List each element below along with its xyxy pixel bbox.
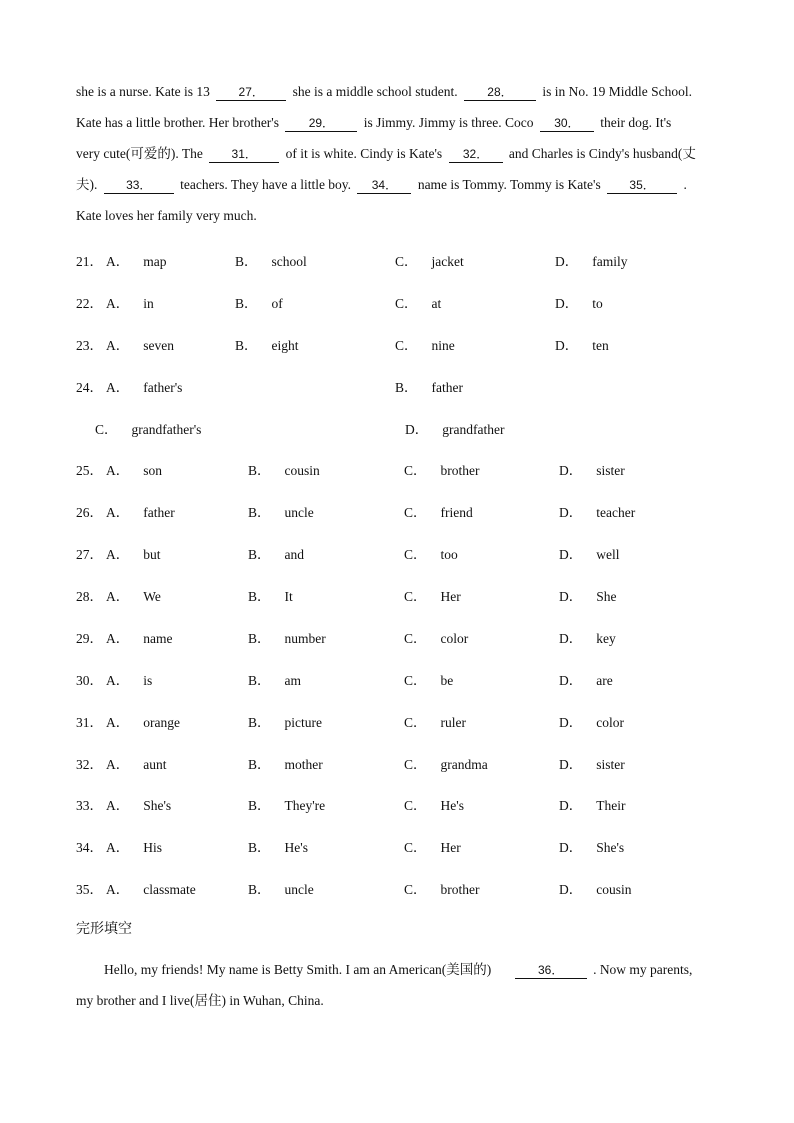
option-b[interactable]: B． father xyxy=(395,380,463,395)
option-b[interactable]: B． number xyxy=(248,631,326,646)
question-number: 30． xyxy=(76,673,103,688)
question-31 xyxy=(0,711,794,731)
question-35 xyxy=(0,878,794,898)
option-d[interactable]: D． key xyxy=(559,631,616,646)
section-heading: 完形填空 xyxy=(76,921,132,937)
option-d[interactable]: D． grandfather xyxy=(405,422,505,437)
option-d[interactable]: D． She xyxy=(559,589,617,604)
question-number: 25． xyxy=(76,463,103,478)
option-b[interactable]: B． uncle xyxy=(248,882,314,897)
question-number: 22． xyxy=(76,296,103,311)
question-23 xyxy=(0,334,794,354)
question-21 xyxy=(0,250,794,270)
option-c[interactable]: C． brother xyxy=(404,463,480,478)
option-c[interactable]: C． ruler xyxy=(404,715,466,730)
option-a[interactable]: A． name xyxy=(106,631,173,646)
question-number: 28． xyxy=(76,589,103,604)
option-c[interactable]: C． grandma xyxy=(404,757,488,772)
option-d[interactable]: D． color xyxy=(559,715,624,730)
blank-36[interactable]: 36． xyxy=(515,963,587,979)
option-a[interactable]: A． map xyxy=(106,254,167,269)
option-a[interactable]: A． son xyxy=(106,463,163,478)
question-number: 23． xyxy=(76,338,103,353)
question-32 xyxy=(0,753,794,773)
option-d[interactable]: D． ten xyxy=(555,338,609,353)
option-c[interactable]: C． Her xyxy=(404,589,461,604)
question-number: 24． xyxy=(76,380,103,395)
passage-cloze-1 xyxy=(76,76,696,231)
option-b[interactable]: B． eight xyxy=(235,338,299,353)
option-c[interactable]: C． Her xyxy=(404,840,461,855)
option-b[interactable]: B． of xyxy=(235,296,283,311)
passage-text: and Charles is Cindy's husband(丈夫). xyxy=(76,146,696,192)
blank-28[interactable]: 28． xyxy=(464,85,536,101)
question-number: 33． xyxy=(76,798,103,813)
question-number: 29． xyxy=(76,631,103,646)
option-d[interactable]: D． sister xyxy=(559,463,625,478)
option-b[interactable]: B． am xyxy=(248,673,302,688)
question-number: 34． xyxy=(76,840,103,855)
question-27 xyxy=(0,543,794,563)
option-a[interactable]: A． in xyxy=(106,296,154,311)
option-d[interactable]: D． are xyxy=(559,673,613,688)
blank-33[interactable]: 33． xyxy=(104,178,174,194)
option-d[interactable]: D． to xyxy=(555,296,603,311)
passage-text: of it is white. Cindy is Kate's xyxy=(285,146,443,161)
passage-text: . Now my parents, my brother and I live(居住) in Wuhan, China. xyxy=(76,962,693,1008)
blank-31[interactable]: 31． xyxy=(209,147,279,163)
passage-cloze-2 xyxy=(76,954,696,1016)
question-25 xyxy=(0,459,794,479)
option-b[interactable]: B． He's xyxy=(248,840,308,855)
option-c[interactable]: C． nine xyxy=(395,338,455,353)
passage-text: their dog. It's very cute(可爱的). The xyxy=(76,115,672,161)
question-number: 27． xyxy=(76,547,103,562)
option-d[interactable]: D． sister xyxy=(559,757,625,772)
option-c[interactable]: C． He's xyxy=(404,798,464,813)
option-b[interactable]: B． picture xyxy=(248,715,322,730)
blank-32[interactable]: 32． xyxy=(449,147,503,163)
question-28 xyxy=(0,585,794,605)
option-a[interactable]: A． classmate xyxy=(106,882,196,897)
option-a[interactable]: A． but xyxy=(106,547,161,562)
passage-text: she is a nurse. Kate is 13 xyxy=(76,84,210,99)
option-d[interactable]: D． well xyxy=(559,547,620,562)
question-number: 26． xyxy=(76,505,103,520)
option-b[interactable]: B． and xyxy=(248,547,305,562)
passage-text: Hello, my friends! My name is Betty Smith. I am an American(美国的) xyxy=(104,962,492,977)
option-b[interactable]: B． cousin xyxy=(248,463,320,478)
passage-text: she is a middle school student. xyxy=(292,84,458,99)
blank-30[interactable]: 30． xyxy=(540,116,594,132)
blank-29[interactable]: 29． xyxy=(285,116,357,132)
passage-text: is in No. 19 Middle School. Kate has a little brother. Her brother's xyxy=(76,84,692,130)
question-24 xyxy=(0,376,794,396)
option-c[interactable]: C． too xyxy=(404,547,458,562)
option-a[interactable]: A． is xyxy=(106,673,153,688)
question-26 xyxy=(0,501,794,521)
option-d[interactable]: D． teacher xyxy=(559,505,636,520)
option-c[interactable]: C． brother xyxy=(404,882,480,897)
option-a[interactable]: A． aunt xyxy=(106,757,167,772)
question-number: 31． xyxy=(76,715,103,730)
option-c[interactable]: C． friend xyxy=(404,505,473,520)
passage-text: is Jimmy. Jimmy is three. Coco xyxy=(363,115,534,130)
option-c[interactable]: C． grandfather's xyxy=(95,422,202,437)
question-number: 21． xyxy=(76,254,103,269)
option-c[interactable]: C． color xyxy=(404,631,469,646)
option-c[interactable]: C． jacket xyxy=(395,254,464,269)
option-c[interactable]: C． at xyxy=(395,296,442,311)
question-33 xyxy=(0,794,794,814)
passage-text: teachers. They have a little boy. xyxy=(180,177,352,192)
question-29 xyxy=(0,627,794,647)
question-24-continued xyxy=(0,418,794,438)
option-d[interactable]: D． She's xyxy=(559,840,625,855)
option-a[interactable]: A． father xyxy=(106,505,175,520)
option-a[interactable]: A． She's xyxy=(106,798,172,813)
question-30 xyxy=(0,669,794,689)
option-b[interactable]: B． It xyxy=(248,589,293,604)
option-c[interactable]: C． be xyxy=(404,673,454,688)
option-a[interactable]: A． orange xyxy=(106,715,180,730)
question-22 xyxy=(0,292,794,312)
option-d[interactable]: D． family xyxy=(555,254,628,269)
option-a[interactable]: A． father's xyxy=(106,380,183,395)
option-b[interactable]: B． uncle xyxy=(248,505,314,520)
passage-text: . Kate loves her family very much. xyxy=(76,177,687,223)
blank-34[interactable]: 34． xyxy=(357,178,411,194)
option-b[interactable]: B． mother xyxy=(248,757,323,772)
option-b[interactable]: B． They're xyxy=(248,798,326,813)
option-d[interactable]: D． Their xyxy=(559,798,626,813)
blank-35[interactable]: 35． xyxy=(607,178,677,194)
question-34 xyxy=(0,836,794,856)
option-a[interactable]: A． His xyxy=(106,840,163,855)
question-number: 32． xyxy=(76,757,103,772)
option-b[interactable]: B． school xyxy=(235,254,307,269)
blank-27[interactable]: 27． xyxy=(216,85,286,101)
option-d[interactable]: D． cousin xyxy=(559,882,632,897)
question-number: 35． xyxy=(76,882,103,897)
passage-text: name is Tommy. Tommy is Kate's xyxy=(417,177,601,192)
option-a[interactable]: A． We xyxy=(106,589,161,604)
option-a[interactable]: A． seven xyxy=(106,338,174,353)
